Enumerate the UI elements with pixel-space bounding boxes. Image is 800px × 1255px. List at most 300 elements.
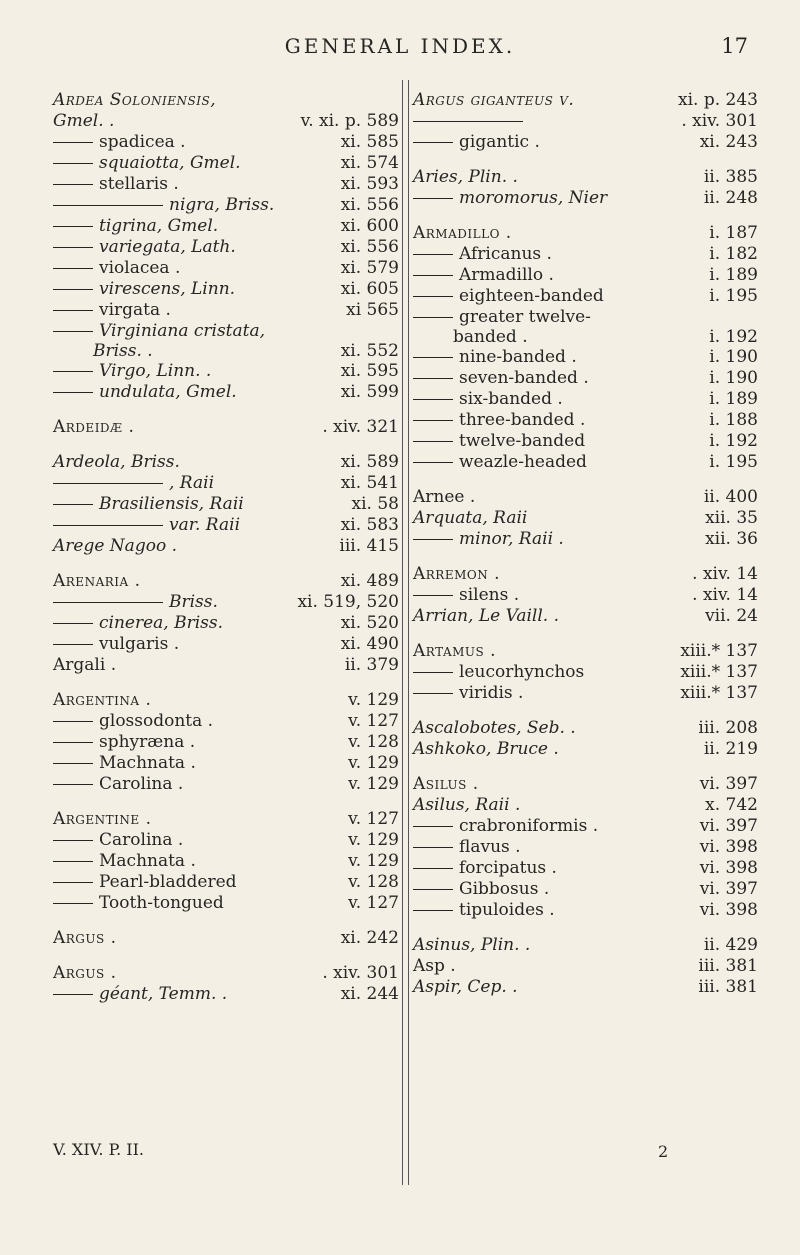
entry-reference: xi. 600 [340, 216, 399, 236]
ditto-dash [53, 142, 93, 143]
entry-reference: xi. 599 [340, 382, 399, 402]
index-entry [53, 494, 399, 515]
entry-term [413, 188, 607, 209]
entry-label: Briss. . [93, 341, 153, 361]
entry-label: , Raii [169, 473, 215, 493]
ditto-dash [53, 721, 93, 722]
entry-reference: xii. 36 [705, 529, 758, 549]
index-entry [53, 132, 399, 153]
entry-reference: xi. 490 [340, 634, 399, 654]
entry-label: Gibbosus . [459, 879, 550, 899]
entry-term [413, 606, 559, 627]
ditto-dash [53, 310, 93, 311]
entry-term [413, 879, 549, 900]
index-entry [413, 837, 758, 858]
entry-reference: i. 190 [709, 347, 758, 367]
entry-term [413, 564, 500, 585]
entry-reference: vii. 24 [705, 606, 758, 626]
index-entry [53, 690, 399, 711]
page-number: 17 [721, 34, 748, 58]
index-entry [53, 417, 399, 438]
ditto-dash [413, 868, 453, 869]
entry-term [413, 718, 576, 739]
index-entry [53, 592, 399, 613]
entry-label: silens . [459, 585, 520, 605]
index-entry [53, 153, 399, 174]
index-entry [53, 809, 399, 830]
entry-reference: xi. 585 [340, 132, 399, 152]
ditto-dash [53, 483, 163, 484]
entry-label: variegata, Lath. [99, 237, 236, 257]
entry-label: Ashkoko, Bruce . [413, 739, 559, 759]
entry-reference: i. 195 [709, 286, 758, 306]
right-column [413, 90, 758, 998]
entry-reference: xi. 489 [340, 571, 399, 591]
index-entry [413, 641, 758, 662]
entry-reference: xi. 519, 520 [297, 592, 399, 612]
entry-label: Argus . [53, 963, 117, 983]
index-entry [53, 258, 399, 279]
index-entry [413, 368, 758, 389]
entry-label: Brasiliensis, Raii [99, 494, 244, 514]
entry-label: Argentine . [53, 809, 152, 829]
entry-label: gigantic . [459, 132, 540, 152]
index-entry [53, 300, 399, 321]
entry-reference: xiii.* 137 [680, 641, 758, 661]
entry-label: weazle-headed [459, 452, 587, 472]
entry-term [53, 571, 141, 592]
index-entry [53, 613, 399, 634]
entry-label: virescens, Linn. [99, 279, 236, 299]
entry-term [413, 90, 574, 111]
ditto-dash [53, 226, 93, 227]
index-entry [53, 473, 399, 494]
entry-term [53, 452, 180, 473]
entry-label: stellaris . [99, 174, 179, 194]
entry-term [53, 893, 224, 914]
index-entry [53, 536, 399, 557]
entry-label: Aries, Plin. . [413, 167, 518, 187]
entry-label: six-banded . [459, 389, 563, 409]
entry-label: vulgaris . [99, 634, 180, 654]
entry-label: banded . [453, 327, 528, 347]
index-entry [53, 634, 399, 655]
index-entry [413, 347, 758, 368]
index-entry [413, 774, 758, 795]
entry-term [53, 774, 183, 795]
entry-label: Carolina . [99, 830, 184, 850]
index-entry [413, 90, 758, 111]
entry-label: Argali . [53, 655, 117, 675]
index-entry [53, 237, 399, 258]
entry-term [53, 258, 180, 279]
entry-term [453, 328, 528, 347]
index-entry [53, 382, 399, 403]
entry-reference: xiii.* 137 [680, 662, 758, 682]
index-entry [53, 90, 399, 111]
entry-term [53, 279, 235, 300]
entry-reference: xi. 244 [340, 984, 399, 1004]
entry-label: sphyræna . [99, 732, 196, 752]
index-entry [413, 389, 758, 410]
ditto-dash [53, 371, 93, 372]
entry-reference: vi. 397 [699, 879, 758, 899]
index-entry [53, 571, 399, 592]
index-entry [413, 132, 758, 153]
entry-reference: xi. 605 [340, 279, 399, 299]
ditto-dash [413, 441, 453, 442]
entry-label: Argentina . [53, 690, 152, 710]
entry-reference: xi. 595 [340, 361, 399, 381]
ditto-dash [53, 623, 93, 624]
entry-term [413, 286, 604, 307]
entry-term [413, 307, 591, 328]
entry-label: three-banded . [459, 410, 586, 430]
entry-label: tipuloides . [459, 900, 555, 920]
entry-label: Aspir, Cep. . [413, 977, 518, 997]
entry-reference: xi. 541 [340, 473, 399, 493]
entry-term [53, 536, 177, 557]
entry-term [53, 830, 183, 851]
ditto-dash [413, 254, 453, 255]
ditto-dash [413, 847, 453, 848]
index-entry [413, 188, 758, 209]
index-entry [413, 683, 758, 704]
entry-label: Argus giganteus v. [413, 90, 575, 110]
entry-label: forcipatus . [459, 858, 557, 878]
entry-term [413, 774, 479, 795]
ditto-dash [413, 693, 453, 694]
entry-term [413, 508, 527, 529]
entry-term [53, 473, 214, 494]
ditto-dash [53, 994, 93, 995]
index-entry [413, 858, 758, 879]
entry-reference: v. 129 [348, 690, 399, 710]
index-entry [53, 711, 399, 732]
entry-reference: xii. 35 [705, 508, 758, 528]
index-entry [413, 529, 758, 550]
entry-label: squaiotta, Gmel. [99, 153, 241, 173]
entry-reference: xiii.* 137 [680, 683, 758, 703]
entry-reference: i. 189 [709, 389, 758, 409]
index-entry [413, 265, 758, 286]
page-title: GENERAL INDEX. [284, 34, 516, 58]
footer-mark: 2 [658, 1142, 669, 1161]
index-entry [413, 410, 758, 431]
entry-term [53, 300, 171, 321]
entry-label: Arquata, Raii [413, 508, 528, 528]
ditto-dash [53, 742, 93, 743]
entry-term [413, 739, 559, 760]
ditto-dash [413, 910, 453, 911]
entry-term [53, 613, 223, 634]
entry-label: tigrina, Gmel. [99, 216, 219, 236]
entry-reference: v. 128 [348, 872, 399, 892]
entry-label: var. Raii [169, 515, 241, 535]
entry-term [413, 977, 518, 998]
entry-term [413, 837, 521, 858]
entry-label: géant, Temm. . [99, 984, 228, 1004]
entry-term [53, 963, 117, 984]
index-entry [53, 515, 399, 536]
ditto-dash [53, 861, 93, 862]
index-entry [413, 718, 758, 739]
entry-label: Ascalobotes, Seb. . [413, 718, 576, 738]
entry-term [53, 361, 211, 382]
entry-label: Africanus . [459, 244, 552, 264]
entry-label: Ardeola, Briss. [53, 452, 180, 472]
index-entry [53, 753, 399, 774]
index-entry [413, 662, 758, 683]
entry-term [413, 529, 564, 550]
ditto-dash [413, 275, 453, 276]
index-entry [53, 111, 399, 132]
entry-label: Armadillo . [413, 223, 512, 243]
entry-label: Arenaria . [53, 571, 141, 591]
entry-term [53, 494, 244, 515]
index-entry [53, 830, 399, 851]
ditto-dash [53, 247, 93, 248]
ditto-dash [53, 392, 93, 393]
page-header [0, 34, 800, 64]
index-entry [413, 167, 758, 188]
entry-term [53, 382, 237, 403]
entry-reference: v. 129 [348, 830, 399, 850]
entry-term [53, 690, 151, 711]
entry-reference: v. 129 [348, 851, 399, 871]
entry-reference: x. 742 [705, 795, 758, 815]
entry-reference: . xiv. 301 [322, 963, 399, 983]
entry-reference: xi 565 [346, 300, 399, 320]
index-entry [413, 328, 758, 347]
entry-term [53, 153, 241, 174]
entry-label: glossodonta . [99, 711, 214, 731]
entry-term [53, 417, 134, 438]
entry-reference: i. 192 [709, 327, 758, 347]
ditto-dash [53, 602, 163, 603]
entry-label: Machnata . [99, 753, 196, 773]
entry-label: eighteen-banded [459, 286, 604, 306]
entry-term [53, 634, 179, 655]
entry-label: moromorus, Nier [459, 188, 608, 208]
entry-term [413, 858, 557, 879]
entry-label: Arege Nagoo . [53, 536, 177, 556]
entry-reference: i. 195 [709, 452, 758, 472]
entry-label: violacea . [99, 258, 181, 278]
entry-label: seven-banded . [459, 368, 589, 388]
entry-reference: iii. 381 [698, 956, 758, 976]
entry-term [413, 585, 519, 606]
entry-term [53, 174, 179, 195]
entry-term [53, 237, 236, 258]
entry-label: leucorhynchos [459, 662, 585, 682]
index-entry [53, 928, 399, 949]
entry-label: Ardeidæ . [53, 417, 135, 437]
entry-term [53, 216, 218, 237]
entry-reference: xi. 243 [699, 132, 758, 152]
entry-reference: vi. 397 [699, 816, 758, 836]
entry-term [53, 132, 186, 153]
index-entry [413, 244, 758, 265]
entry-reference: vi. 397 [699, 774, 758, 794]
entry-term [53, 809, 151, 830]
entry-label: Carolina . [99, 774, 184, 794]
entry-reference: iii. 381 [698, 977, 758, 997]
entry-reference: v. 128 [348, 732, 399, 752]
index-entry [413, 879, 758, 900]
entry-reference: . xiv. 14 [692, 585, 758, 605]
entry-term [53, 321, 265, 342]
entry-reference: xi. p. 243 [678, 90, 758, 110]
entry-term [413, 223, 512, 244]
ditto-dash [53, 525, 163, 526]
entry-label: Ardea Soloniensis, [53, 90, 217, 110]
entry-reference: vi. 398 [699, 900, 758, 920]
entry-reference: . xiv. 301 [681, 111, 758, 131]
entry-label: Virgo, Linn. . [99, 361, 212, 381]
entry-term [413, 132, 540, 153]
ditto-dash [53, 331, 93, 332]
entry-reference: . xiv. 321 [322, 417, 399, 437]
entry-term [413, 111, 529, 132]
column-divider [402, 80, 409, 1185]
entry-term [53, 711, 213, 732]
entry-reference: . xiv. 14 [692, 564, 758, 584]
entry-term [413, 368, 589, 389]
entry-label: Pearl-bladdered [99, 872, 237, 892]
entry-term [413, 452, 587, 473]
ditto-dash [53, 644, 93, 645]
index-entry [413, 487, 758, 508]
ditto-dash [413, 378, 453, 379]
index-entry [53, 195, 399, 216]
entry-term [53, 195, 274, 216]
ditto-dash [413, 539, 453, 540]
entry-reference: ii. 379 [344, 655, 399, 675]
entry-label: nine-banded . [459, 347, 577, 367]
index-entry [53, 655, 399, 676]
entry-label: virgata . [99, 300, 171, 320]
entry-reference: i. 182 [709, 244, 758, 264]
entry-term [413, 347, 577, 368]
entry-reference: xi. 579 [340, 258, 399, 278]
entry-reference: i. 192 [709, 431, 758, 451]
ditto-dash [53, 504, 93, 505]
entry-label: minor, Raii . [459, 529, 564, 549]
index-entry [413, 739, 758, 760]
index-entry [413, 508, 758, 529]
entry-reference: xi. 58 [351, 494, 399, 514]
entry-reference: ii. 219 [703, 739, 758, 759]
ditto-dash [53, 205, 163, 206]
index-entry [413, 307, 758, 328]
entry-reference: i. 189 [709, 265, 758, 285]
index-entry [413, 900, 758, 921]
entry-label: Asp . [413, 956, 456, 976]
entry-term [53, 984, 227, 1005]
entry-term [53, 111, 114, 132]
entry-label: nigra, Briss. [169, 195, 275, 215]
ditto-dash [413, 462, 453, 463]
entry-term [53, 753, 196, 774]
entry-label: Arrian, Le Vaill. . [413, 606, 559, 626]
entry-label: Asilus, Raii . [413, 795, 521, 815]
index-entry [53, 321, 399, 342]
index-entry [53, 342, 399, 361]
entry-reference: xi. 556 [340, 237, 399, 257]
entry-term [413, 900, 555, 921]
index-entry [53, 893, 399, 914]
entry-reference: vi. 398 [699, 837, 758, 857]
entry-reference: v. 127 [348, 809, 399, 829]
index-entry [413, 286, 758, 307]
entry-label: spadicea . [99, 132, 186, 152]
entry-reference: v. 127 [348, 711, 399, 731]
entry-reference: v. xi. p. 589 [300, 111, 399, 131]
index-entry [413, 431, 758, 452]
index-entry [53, 452, 399, 473]
ditto-dash [413, 889, 453, 890]
ditto-dash [53, 268, 93, 269]
index-entry [413, 977, 758, 998]
entry-term [413, 487, 475, 508]
index-entry [53, 361, 399, 382]
index-entry [413, 223, 758, 244]
entry-term [413, 795, 520, 816]
entry-label: Artamus . [413, 641, 497, 661]
index-entry [413, 956, 758, 977]
index-entry [53, 774, 399, 795]
ditto-dash [53, 784, 93, 785]
entry-term [413, 265, 554, 286]
entry-label: Gmel. . [53, 111, 115, 131]
entry-reference: ii. 429 [703, 935, 758, 955]
ditto-dash [53, 184, 93, 185]
entry-reference: xi. 593 [340, 174, 399, 194]
entry-label: Tooth-tongued [99, 893, 224, 913]
entry-reference: v. 127 [348, 893, 399, 913]
index-entry [413, 795, 758, 816]
entry-term [413, 683, 523, 704]
entry-term [413, 167, 518, 188]
entry-reference: xi. 583 [340, 515, 399, 535]
entry-label: flavus . [459, 837, 521, 857]
entry-term [413, 244, 552, 265]
entry-label: viridis . [459, 683, 524, 703]
entry-label: crabroniformis . [459, 816, 599, 836]
index-entry [53, 963, 399, 984]
index-entry [413, 606, 758, 627]
index-entry [413, 564, 758, 585]
index-entry [53, 872, 399, 893]
entry-term [53, 928, 117, 949]
entry-reference: iii. 208 [698, 718, 758, 738]
entry-term [53, 515, 240, 536]
entry-term [413, 431, 585, 452]
ditto-dash [413, 595, 453, 596]
index-entry [53, 279, 399, 300]
entry-term [53, 90, 216, 111]
entry-label: cinerea, Briss. [99, 613, 224, 633]
ditto-dash [53, 763, 93, 764]
entry-term [413, 935, 530, 956]
index-entry [413, 935, 758, 956]
ditto-dash [413, 357, 453, 358]
ditto-dash [413, 672, 453, 673]
entry-term [53, 655, 116, 676]
index-entry [413, 585, 758, 606]
entry-term [53, 872, 237, 893]
